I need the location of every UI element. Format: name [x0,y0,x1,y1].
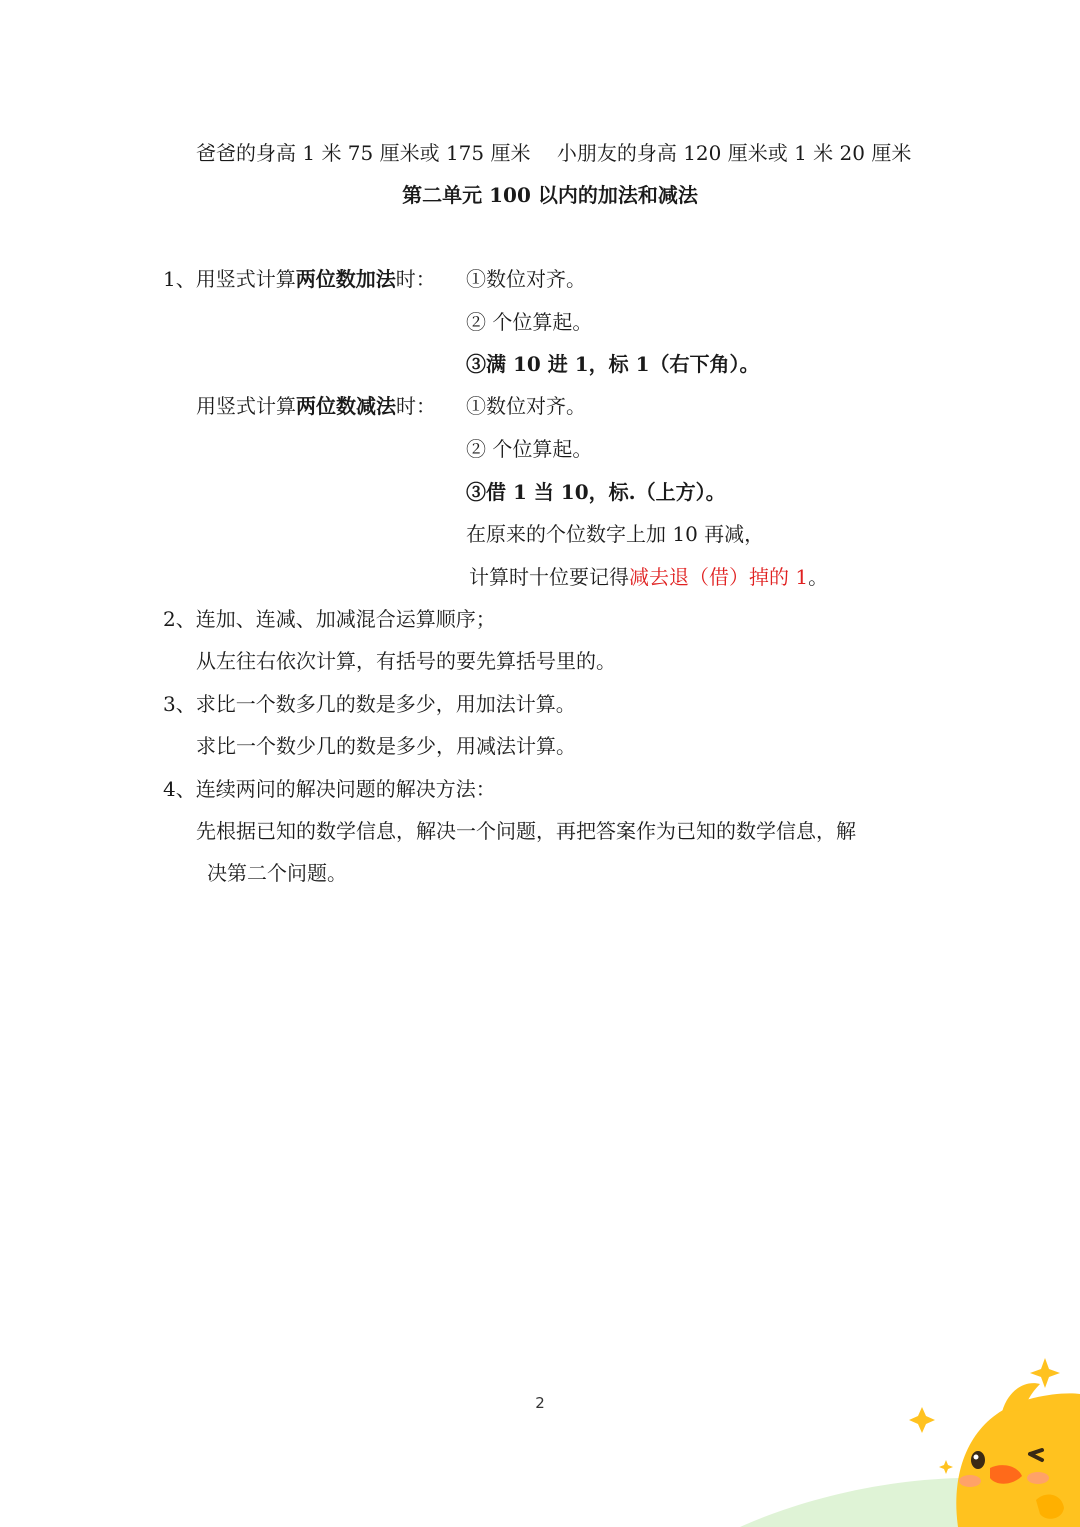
add-heading [163,266,436,292]
section4-line-2: 决第二个问题。 [207,861,347,885]
section2-title: 2、连加、连减、加减混合运算顺序； [163,607,496,631]
sub-step-3: ③借 1 当 10，标.（上方）。 [466,480,726,504]
add-step-1: ①数位对齐。 [466,267,586,291]
unit-title: 第二单元 100 以内的加法和减法 [402,183,698,207]
section3-line-1: 3、求比一个数多几的数是多少，用加法计算。 [163,692,576,716]
sub-note-2-prefix: 计算时十位要记得 [469,565,629,589]
sub-heading-prefix: 用竖式计算 [196,394,296,418]
sparkle-icon [939,1460,953,1474]
sub-heading [196,393,436,419]
add-heading-prefix: 1、用竖式计算 [163,267,296,291]
sub-heading-suffix: 时： [396,394,436,418]
height-note: 爸爸的身高 1 米 75 厘米或 175 厘米 小朋友的身高 120 厘米或 1 米 20 厘米 [196,141,912,165]
sub-note-2-suffix: 。 [808,565,829,589]
section4-title: 4、连续两问的解决问题的解决方法： [163,777,496,801]
sub-note-2 [469,564,828,590]
section2-body: 从左往右依次计算，有括号的要先算括号里的。 [196,649,616,673]
mascot-illustration [740,1350,1080,1527]
sub-heading-bold: 两位数减法 [296,394,396,418]
section3-line-2: 求比一个数少几的数是多少，用减法计算。 [196,734,576,758]
section4-line-1: 先根据已知的数学信息，解决一个问题，再把答案作为已知的数学信息，解 [196,819,856,843]
sub-note-1: 在原来的个位数字上加 10 再减， [466,522,765,546]
add-heading-bold: 两位数加法 [295,267,396,291]
sub-step-1: ①数位对齐。 [466,394,586,418]
add-heading-suffix: 时： [395,267,436,291]
chick-mascot [956,1383,1080,1527]
page-number: 2 [535,1394,545,1412]
sub-step-2: ② 个位算起。 [466,437,593,461]
sub-note-2-highlight: 减去退（借）掉的 1 [629,565,809,589]
sparkle-icon [909,1407,935,1433]
add-step-3: ③满 10 进 1，标 1（右下角）。 [466,352,760,376]
add-step-2: ② 个位算起。 [466,310,593,334]
